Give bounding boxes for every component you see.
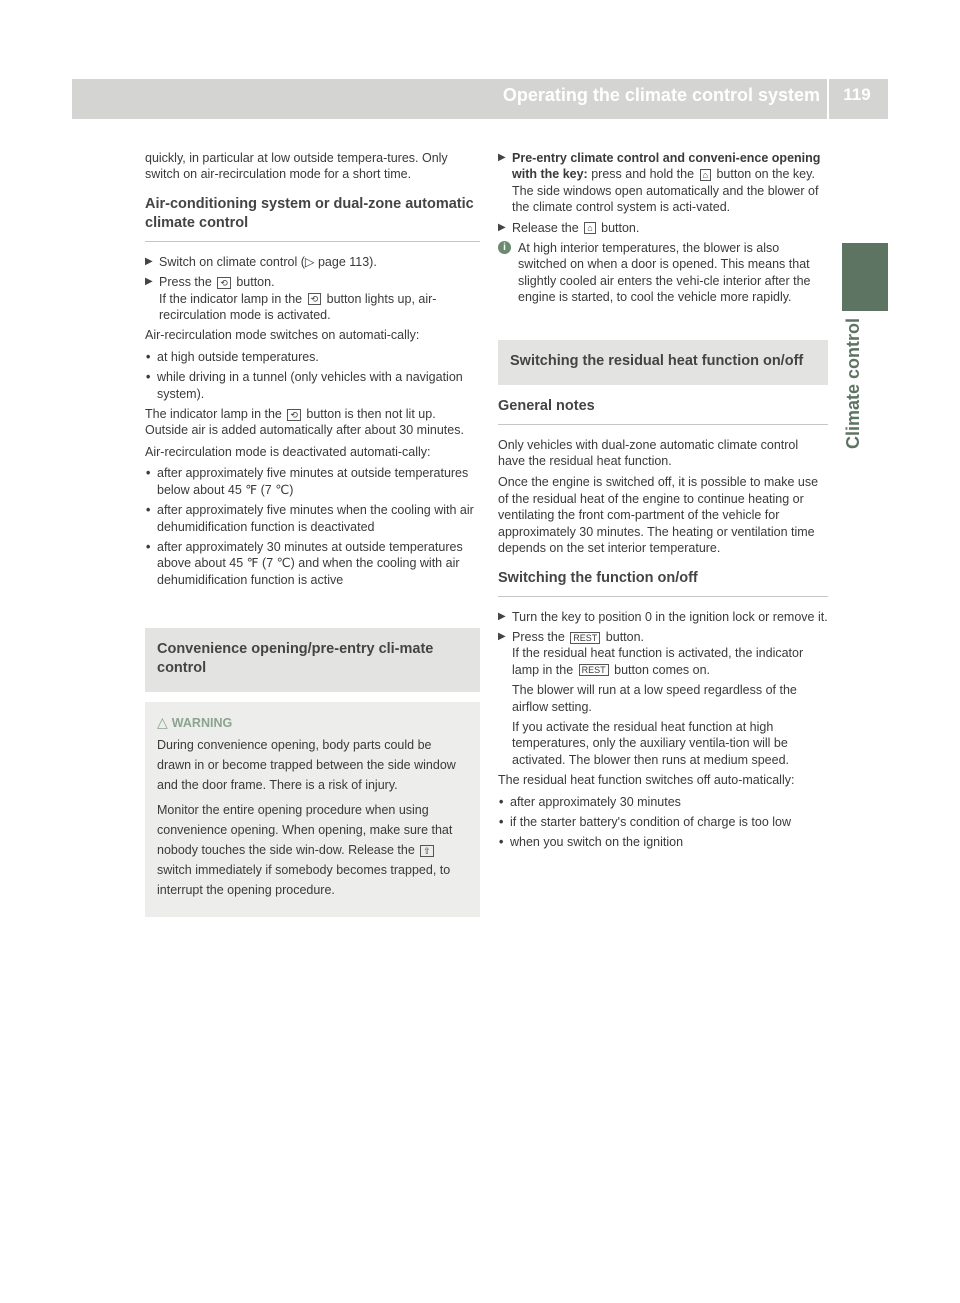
info-note: i At high interior temperatures, the blower is also switched on when a door is opened. This means that slightly cooled air enters the vehi-cle interior after the engine is started, to cool the vehicle more rapidly. bbox=[498, 240, 828, 306]
warning-label: WARNING bbox=[171, 716, 233, 731]
rest-button-icon: REST bbox=[579, 664, 609, 676]
general-paragraph-1: Only vehicles with dual-zone automatic climate control have the residual heat function. bbox=[498, 437, 799, 469]
warning-text: During convenience opening, body parts could be drawn in or become trapped between the side window and the door frame. There is a risk of injury. bbox=[157, 738, 456, 793]
left-column bbox=[145, 150, 480, 917]
auto-on-text: Air-recirculation mode switches on automati-cally: bbox=[145, 328, 420, 343]
list-item: • after approximately five minutes when the cooling with air dehumidification function is deactivated bbox=[146, 503, 474, 534]
step-arrow-icon: ▶ bbox=[498, 630, 506, 642]
header-divider bbox=[827, 79, 829, 119]
step-arrow-icon: ▶ bbox=[145, 255, 153, 267]
section-residual-heat: Switching the residual heat function on/off bbox=[498, 340, 828, 385]
step-arrow-icon: ▶ bbox=[498, 152, 506, 163]
step-pre-entry: ▶ Pre-entry climate control and conveni-ence opening with the key: press and hold the ⌂ button on the key. The side windows open automatically and the blower of the climate control system is acti-vated. bbox=[498, 151, 821, 215]
list-item: • while driving in a tunnel (only vehicles with a navigation system). bbox=[146, 370, 463, 401]
section-rule bbox=[498, 596, 828, 597]
blower-note: The blower will run at a low speed regardless of the airflow setting. bbox=[512, 683, 797, 714]
step-press-recirc: ▶ Press the ⟲ button. If the indicator lamp in the ⟲ button lights up, air-recirculation mode is activated. bbox=[145, 275, 437, 323]
list-item: • when you switch on the ignition bbox=[499, 835, 684, 850]
warning-box bbox=[145, 702, 480, 917]
step-arrow-icon: ▶ bbox=[498, 610, 506, 622]
high-temperature-note: If you activate the residual heat function at high temperatures, only the auxiliary ventila-tion will be activated. The blower then runs at medium speed. bbox=[512, 719, 790, 767]
section-rule bbox=[498, 424, 828, 425]
heading-general-notes: General notes bbox=[498, 397, 595, 414]
chapter-tab bbox=[842, 243, 888, 311]
step-switch-on: ▶ Switch on climate control (▷ page 113). bbox=[145, 254, 377, 269]
auto-off-text: The residual heat function switches off auto-matically: bbox=[498, 773, 795, 788]
section-convenience-opening: Convenience opening/pre-entry cli-mate control bbox=[145, 628, 480, 692]
step-arrow-icon: ▶ bbox=[498, 221, 506, 233]
page-title: Operating the climate control system bbox=[502, 85, 820, 105]
warning-triangle-icon: △ bbox=[157, 714, 168, 731]
list-item: • at high outside temperatures. bbox=[146, 349, 319, 364]
window-switch-icon: ⇧ bbox=[420, 845, 434, 857]
list-item: • after approximately 30 minutes at outside temperatures above about 45 ℉ (7 ℃) and when the cooling with air dehumidification function is active bbox=[146, 539, 463, 587]
info-icon: i bbox=[498, 241, 511, 254]
indicator-note: The indicator lamp in the ⟲ button is then not lit up. Outside air is added automatically after about 30 minutes. bbox=[145, 407, 464, 438]
warning-instruction: Monitor the entire opening procedure when using convenience opening. When opening, make sure that nobody touches the side win-dow. Release the ⇧ switch immediately if somebody becomes trapped, to interrupt the opening procedure. bbox=[157, 803, 453, 898]
recirculation-button-icon: ⟲ bbox=[308, 293, 322, 305]
intro-paragraph: quickly, in particular at low outside tempera-tures. Only switch on air-recirculation mode for a short time. bbox=[145, 151, 448, 182]
list-item: • after approximately five minutes at outside temperatures below about 45 ℉ (7 ℃) bbox=[146, 466, 469, 497]
page-number: 119 bbox=[843, 85, 871, 104]
rest-button-icon: REST bbox=[570, 632, 600, 644]
key-unlock-icon: ⌂ bbox=[700, 169, 711, 181]
key-unlock-icon: ⌂ bbox=[584, 222, 595, 234]
auto-off-text: Air-recirculation mode is deactivated automati-cally: bbox=[145, 444, 431, 459]
right-column bbox=[498, 150, 828, 855]
chapter-label: Climate control bbox=[843, 318, 863, 450]
step-turn-key: ▶ Turn the key to position 0 in the ignition lock or remove it. bbox=[498, 609, 828, 624]
step-press-rest: ▶ Press the REST button. If the residual heat function is activated, the indicator lamp in the REST button comes on. bbox=[498, 629, 804, 677]
heading-switching-function: Switching the function on/off bbox=[498, 569, 698, 586]
list-item: • if the starter battery's condition of charge is too low bbox=[499, 814, 791, 829]
list-item: • after approximately 30 minutes bbox=[499, 794, 681, 809]
step-release: ▶ Release the ⌂ button. bbox=[498, 220, 640, 235]
heading-air-conditioning: Air-conditioning system or dual-zone automatic climate control bbox=[145, 195, 474, 231]
section-rule bbox=[145, 241, 480, 242]
recirculation-button-icon: ⟲ bbox=[287, 409, 301, 421]
recirculation-button-icon: ⟲ bbox=[217, 277, 231, 289]
general-paragraph-2: Once the engine is switched off, it is possible to make use of the residual heat of the engine to continue heating or ventilating the front com-partment of the vehicle for approximately 30 minutes. The heating or ventilation time depends on the set interior temperature. bbox=[498, 475, 819, 556]
step-arrow-icon: ▶ bbox=[145, 276, 153, 288]
